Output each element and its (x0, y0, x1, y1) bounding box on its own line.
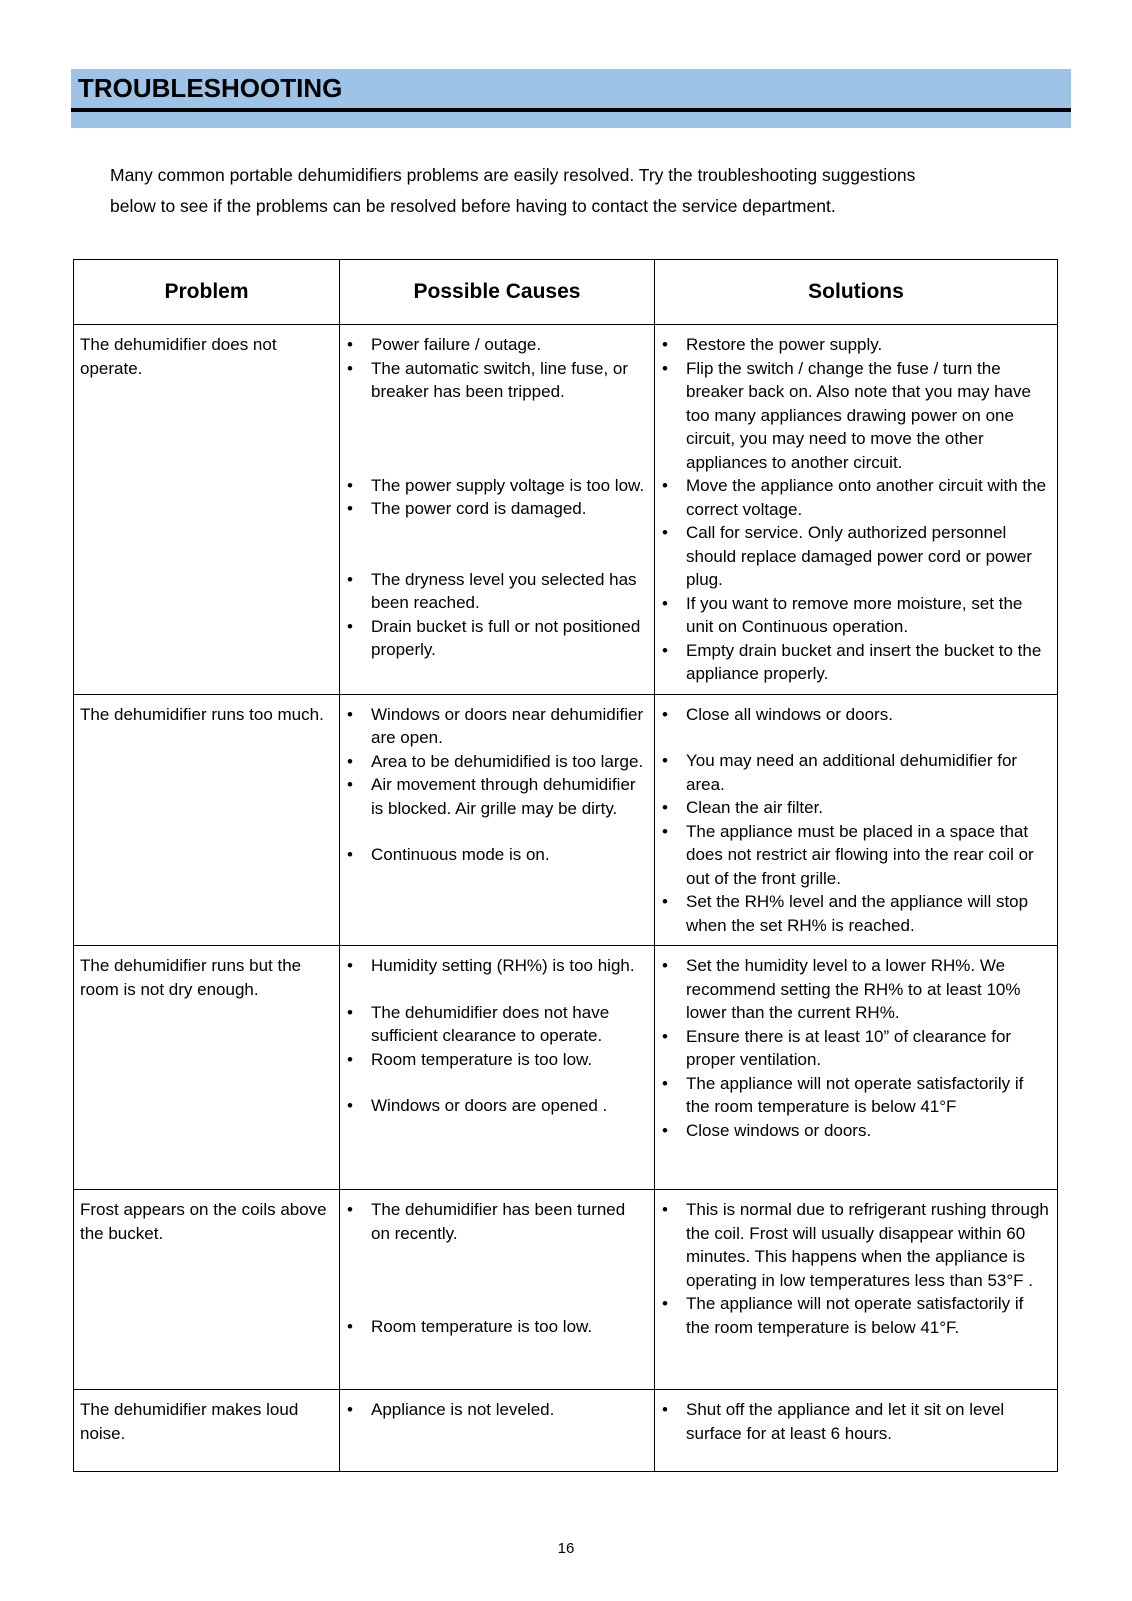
cause-item: • Appliance is not leveled. (346, 1398, 648, 1422)
solution-item: • Move the appliance onto another circuit with the correct voltage. (661, 474, 1051, 521)
solution-item: • Call for service. Only authorized personnel should replace damaged power cord or power plug. (661, 521, 1051, 592)
cause-item: • The dehumidifier has been turned on recently. (346, 1198, 648, 1245)
cause-item: • Drain bucket is full or not positioned properly. (346, 615, 648, 662)
cause-item: • Room temperature is too low. (346, 1315, 648, 1339)
page-number: 16 (557, 1540, 575, 1557)
problem-cell: Frost appears on the coils above the bucket. (74, 1190, 340, 1390)
cause-item: • The power supply voltage is too low. (346, 474, 648, 498)
solution-item: • The appliance will not operate satisfactorily if the room temperature is below 41°F (661, 1072, 1051, 1119)
causes-cell (340, 694, 655, 946)
cause-item: • Windows or doors are opened . (346, 1094, 648, 1118)
solutions-cell (655, 1190, 1058, 1390)
cause-item: • Air movement through dehumidifier is blocked. Air grille may be dirty. (346, 773, 648, 820)
page-title: TROUBLESHOOTING (78, 73, 343, 103)
solution-item: • The appliance must be placed in a space that does not restrict air flowing into the rear coil or out of the front grille. (661, 820, 1051, 891)
cause-item: • The dehumidifier does not have sufficient clearance to operate. (346, 1001, 648, 1048)
solutions-cell (655, 694, 1058, 946)
table-row (74, 946, 1058, 1190)
causes-cell (340, 946, 655, 1190)
solution-item: • Restore the power supply. (661, 333, 1051, 357)
intro-line: Many common portable dehumidifiers problems are easily resolved. Try the troubleshooting suggestions (110, 165, 916, 185)
cause-item: • Room temperature is too low. (346, 1048, 648, 1072)
header-causes: Possible Causes (340, 260, 655, 325)
cause-item: • Area to be dehumidified is too large. (346, 750, 648, 774)
solution-item: • Close windows or doors. (661, 1119, 1051, 1143)
solutions-cell (655, 1390, 1058, 1472)
header-rule (71, 108, 1071, 112)
table-row (74, 694, 1058, 946)
cause-item: • Windows or doors near dehumidifier are open. (346, 703, 648, 750)
problem-cell: The dehumidifier does not operate. (74, 325, 340, 695)
troubleshooting-table (73, 259, 1058, 1472)
intro-text (110, 160, 1050, 222)
solution-item: • If you want to remove more moisture, set the unit on Continuous operation. (661, 592, 1051, 639)
header-solutions: Solutions (655, 260, 1058, 325)
solution-item: • Flip the switch / change the fuse / turn the breaker back on. Also note that you may have too many appliances drawing power on one circuit, you may need to move the other appliances to another circuit. (661, 357, 1051, 475)
solution-item: • Set the humidity level to a lower RH%. We recommend setting the RH% to at least 10% lower than the current RH%. (661, 954, 1051, 1025)
problem-cell: The dehumidifier makes loud noise. (74, 1390, 340, 1472)
cause-item: • The dryness level you selected has been reached. (346, 568, 648, 615)
problem-cell: The dehumidifier runs too much. (74, 694, 340, 946)
causes-cell (340, 1190, 655, 1390)
solutions-cell (655, 946, 1058, 1190)
table-row (74, 325, 1058, 695)
table-row (74, 1390, 1058, 1472)
cause-item: • Continuous mode is on. (346, 843, 648, 867)
solution-item: • Close all windows or doors. (661, 703, 1051, 727)
solutions-cell (655, 325, 1058, 695)
solution-item: • Ensure there is at least 10” of clearance for proper ventilation. (661, 1025, 1051, 1072)
solution-item: • Shut off the appliance and let it sit on level surface for at least 6 hours. (661, 1398, 1051, 1445)
solution-item: • Clean the air filter. (661, 796, 1051, 820)
table-row (74, 1190, 1058, 1390)
table-header-row (74, 260, 1058, 325)
solution-item: • Empty drain bucket and insert the bucket to the appliance properly. (661, 639, 1051, 686)
problem-cell: The dehumidifier runs but the room is not dry enough. (74, 946, 340, 1190)
header-problem: Problem (74, 260, 340, 325)
cause-item: • Power failure / outage. (346, 333, 648, 357)
causes-cell (340, 325, 655, 695)
intro-line: below to see if the problems can be resolved before having to contact the service department. (110, 196, 836, 216)
solution-item: • The appliance will not operate satisfactorily if the room temperature is below 41°F. (661, 1292, 1051, 1339)
solution-item: • Set the RH% level and the appliance will stop when the set RH% is reached. (661, 890, 1051, 937)
cause-item: • Humidity setting (RH%) is too high. (346, 954, 648, 978)
cause-item: • The automatic switch, line fuse, or breaker has been tripped. (346, 357, 648, 404)
causes-cell (340, 1390, 655, 1472)
cause-item: • The power cord is damaged. (346, 497, 648, 521)
solution-item: • You may need an additional dehumidifier for area. (661, 749, 1051, 796)
solution-item: • This is normal due to refrigerant rushing through the coil. Frost will usually disappear within 60 minutes. This happens when the appliance is operating in low temperatures less than 53°F . (661, 1198, 1051, 1292)
